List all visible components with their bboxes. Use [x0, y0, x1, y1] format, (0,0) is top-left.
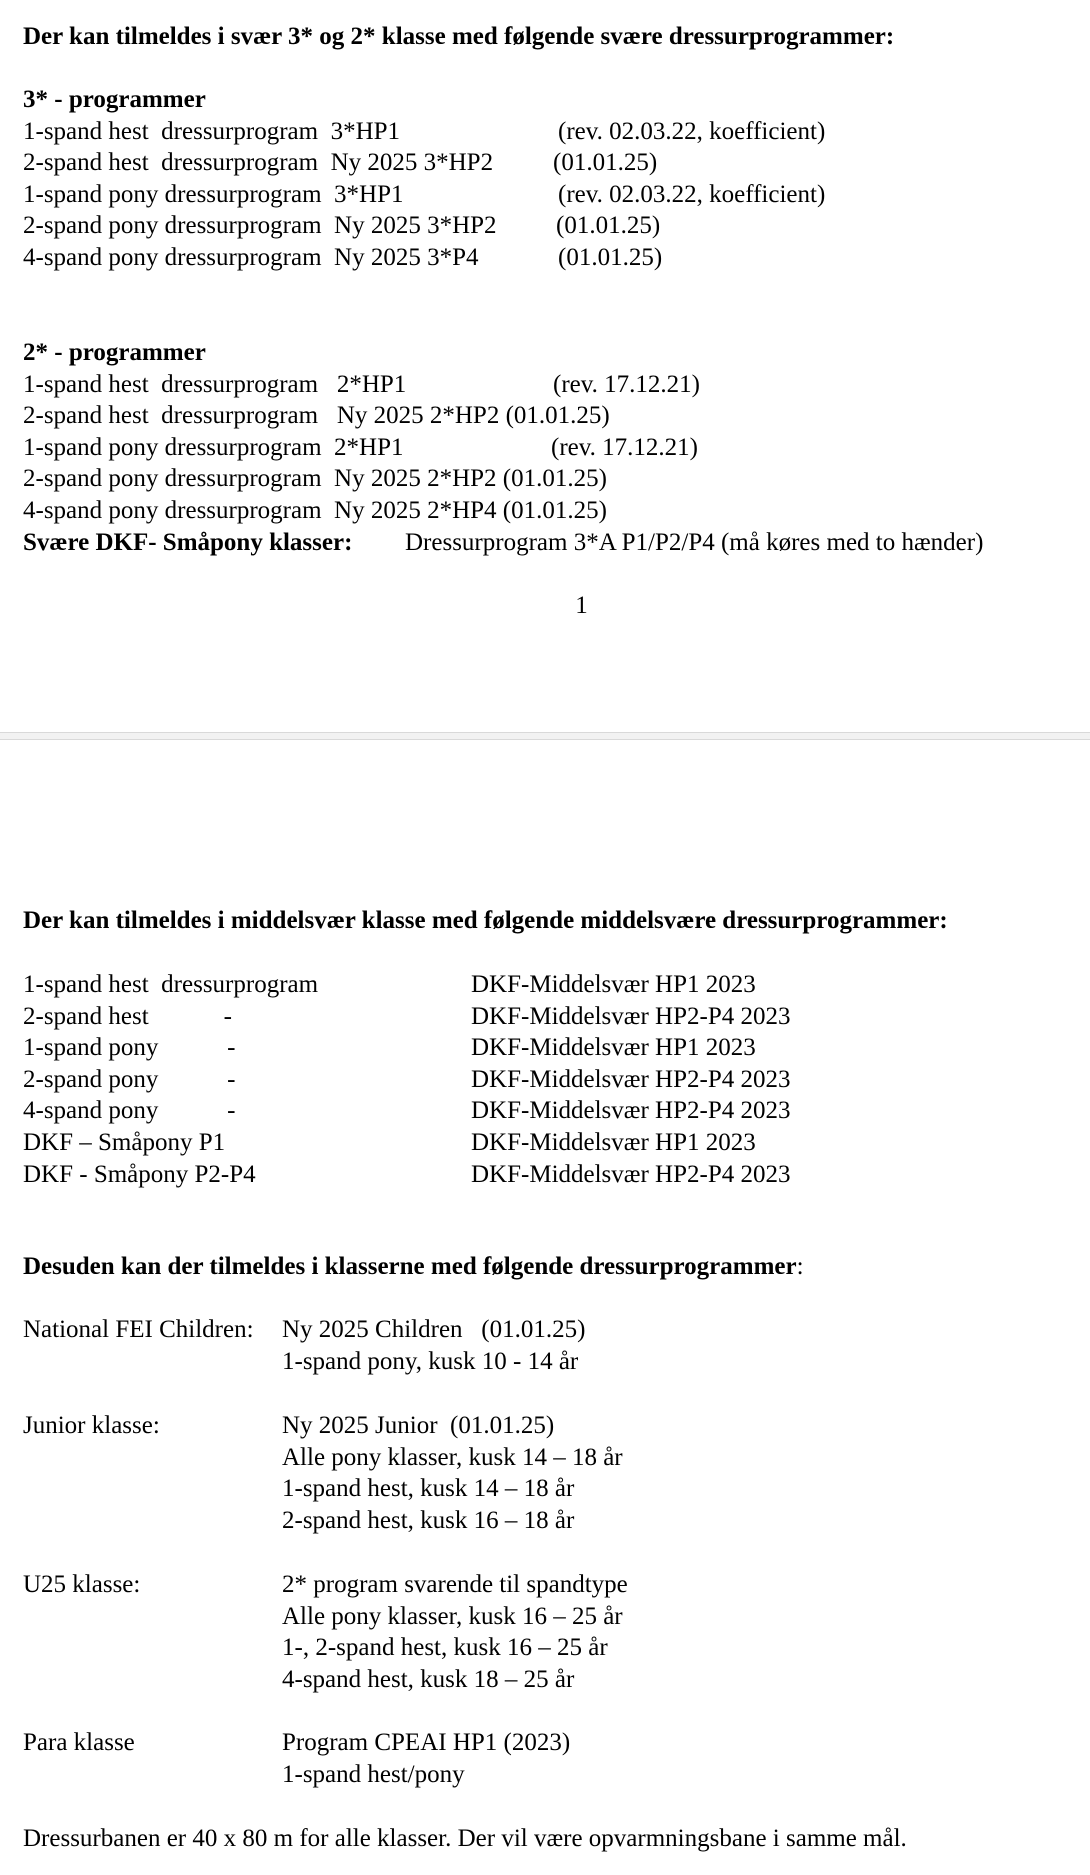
class-line: Alle pony klasser, kusk 14 – 18 år	[282, 1443, 623, 1471]
program-row	[23, 432, 1090, 464]
program-text: 2-spand hest dressurprogram Ny 2025 3*HP2	[23, 149, 494, 177]
program-revision: (01.01.25)	[553, 149, 658, 177]
class-line: 1-spand pony, kusk 10 - 14 år	[282, 1347, 579, 1375]
program-row	[23, 147, 1090, 179]
program-text: 1-spand hest dressurprogram 2*HP1	[23, 370, 407, 398]
middle-row	[23, 1127, 1090, 1159]
middle-row	[23, 1095, 1090, 1127]
team-type: 2-spand hest -	[23, 1002, 232, 1030]
program-row	[23, 242, 1090, 274]
middle-row	[23, 1032, 1090, 1064]
class-line: Program CPEAI HP1 (2023)	[282, 1729, 571, 1756]
program-row	[23, 179, 1090, 211]
team-type: 1-spand pony -	[23, 1034, 236, 1062]
team-type: 2-spand pony -	[23, 1065, 236, 1093]
program-row	[23, 369, 1090, 401]
desuden-colon: :	[796, 1253, 804, 1280]
page-number: 1	[575, 592, 588, 619]
section-3-star	[23, 84, 1090, 274]
program-text: 2-spand hest dressurprogram Ny 2025 2*HP2 (01.01.25)	[23, 402, 610, 430]
program-name: DKF-Middelsvær HP1 2023	[471, 1034, 756, 1062]
smapony-program: Dressurprogram 3*A P1/P2/P4 (må køres med to hænder)	[405, 528, 984, 556]
program-text: 1-spand pony dressurprogram 2*HP1	[23, 433, 404, 461]
heading-desuden	[23, 1251, 1090, 1283]
class-line: 2* program svarende til spandtype	[282, 1571, 628, 1598]
class-label: National FEI Children:	[23, 1316, 254, 1343]
section-title: 3* - programmer	[23, 86, 206, 113]
class-para	[23, 1727, 1090, 1790]
program-row	[23, 116, 1090, 148]
program-name: DKF-Middelsvær HP2-P4 2023	[471, 1002, 791, 1030]
section-2-star	[23, 337, 1090, 558]
class-label: Para klasse	[23, 1729, 135, 1756]
program-revision: (rev. 02.03.22, koefficient)	[558, 117, 826, 145]
smapony-row	[23, 527, 1090, 559]
class-label: Junior klasse:	[23, 1412, 160, 1439]
heading-text: Der kan tilmeldes i svær 3* og 2* klasse med følgende svære dressurprogrammer:	[23, 23, 895, 50]
middle-row	[23, 1159, 1090, 1191]
program-text: 4-spand pony dressurprogram Ny 2025 3*P4	[23, 243, 479, 271]
section-title: 2* - programmer	[23, 339, 206, 366]
middle-row	[23, 1064, 1090, 1096]
program-text: 1-spand pony dressurprogram 3*HP1	[23, 180, 404, 208]
program-revision: (01.01.25)	[558, 243, 663, 271]
heading-text: Der kan tilmeldes i middelsvær klasse med følgende middelsvære dressurprogrammer:	[23, 907, 948, 934]
class-line: Ny 2025 Junior (01.01.25)	[282, 1412, 555, 1439]
program-name: DKF-Middelsvær HP2-P4 2023	[471, 1065, 791, 1093]
program-name: DKF-Middelsvær HP1 2023	[471, 971, 756, 998]
class-line: Alle pony klasser, kusk 16 – 25 år	[282, 1602, 623, 1630]
middelsvaer-table	[23, 969, 1090, 1190]
document-page-2	[0, 740, 1090, 1875]
program-row	[23, 400, 1090, 432]
program-revision: (rev. 17.12.21)	[551, 433, 698, 461]
program-name: DKF-Middelsvær HP2-P4 2023	[471, 1160, 791, 1188]
middle-row	[23, 1001, 1090, 1033]
program-row	[23, 495, 1090, 527]
page-separator	[0, 732, 1090, 740]
team-type: DKF - Småpony P2-P4	[23, 1160, 256, 1188]
footer-text: Dressurbanen er 40 x 80 m for alle klasser. Der vil være opvarmningsbane i samme mål.	[23, 1825, 907, 1852]
program-name: DKF-Middelsvær HP2-P4 2023	[471, 1097, 791, 1125]
class-line: 4-spand hest, kusk 18 – 25 år	[282, 1665, 575, 1693]
desuden-text: Desuden kan der tilmeldes i klasserne med følgende dressurprogrammer	[23, 1253, 797, 1280]
class-line: 1-spand hest, kusk 14 – 18 år	[282, 1475, 575, 1503]
footer-note	[23, 1823, 1090, 1855]
class-children	[23, 1314, 1090, 1377]
program-row	[23, 210, 1090, 242]
class-line: Ny 2025 Children (01.01.25)	[282, 1316, 586, 1343]
class-label: U25 klasse:	[23, 1571, 141, 1598]
document-page-1	[0, 0, 1090, 732]
class-line: 1-, 2-spand hest, kusk 16 – 25 år	[282, 1634, 608, 1662]
class-junior	[23, 1410, 1090, 1536]
program-text: 2-spand pony dressurprogram Ny 2025 2*HP2 (01.01.25)	[23, 465, 607, 493]
program-name: DKF-Middelsvær HP1 2023	[471, 1128, 756, 1156]
heading-svaer	[23, 21, 1090, 53]
program-text: 1-spand hest dressurprogram 3*HP1	[23, 117, 401, 145]
class-line: 2-spand hest, kusk 16 – 18 år	[282, 1506, 575, 1534]
program-row	[23, 463, 1090, 495]
team-type: 1-spand hest dressurprogram	[23, 971, 319, 998]
team-type: 4-spand pony -	[23, 1097, 236, 1125]
class-line: 1-spand hest/pony	[282, 1760, 465, 1788]
smapony-label: Svære DKF- Småpony klasser:	[23, 528, 353, 556]
team-type: DKF – Småpony P1	[23, 1128, 226, 1156]
program-text: 4-spand pony dressurprogram Ny 2025 2*HP4 (01.01.25)	[23, 496, 607, 524]
program-text: 2-spand pony dressurprogram Ny 2025 3*HP2	[23, 212, 497, 240]
program-revision: (01.01.25)	[556, 212, 661, 240]
program-revision: (rev. 17.12.21)	[553, 370, 700, 398]
middle-row	[23, 969, 1090, 1001]
class-u25	[23, 1569, 1090, 1695]
heading-middelsvaer	[23, 905, 1090, 937]
program-revision: (rev. 02.03.22, koefficient)	[558, 180, 826, 208]
